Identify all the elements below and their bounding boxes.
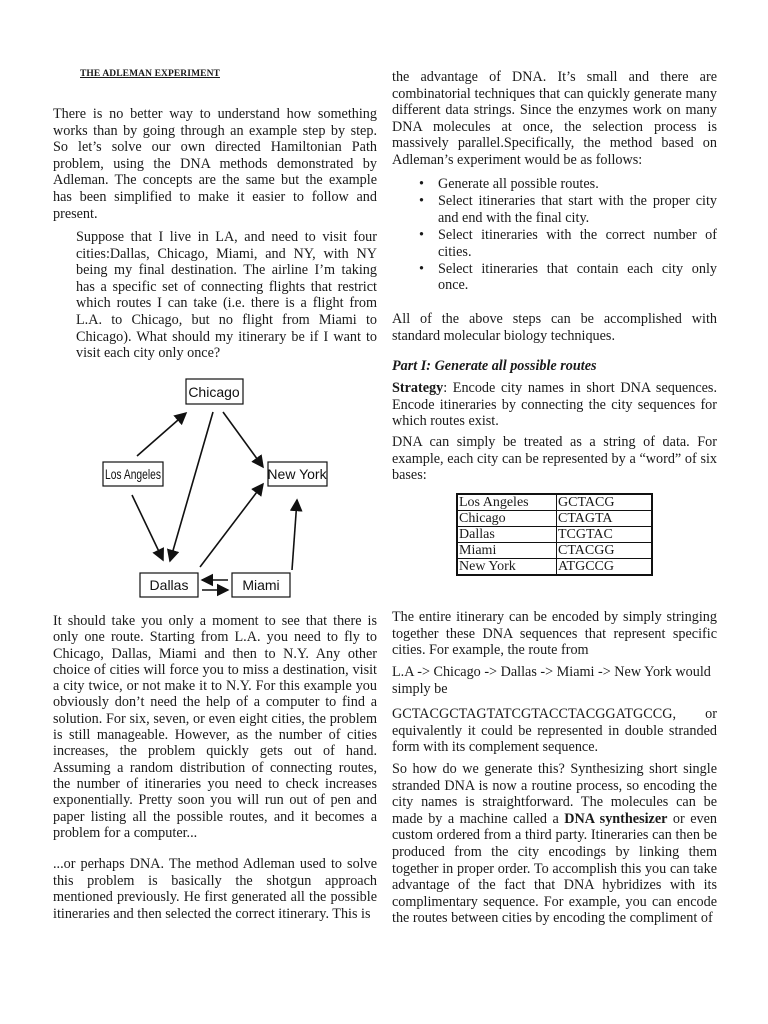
sequence-cell: CTAGTA [557, 511, 653, 527]
list-item: • Generate all possible routes. [392, 176, 717, 193]
solution-paragraph: It should take you only a moment to see that there is only one route. Starting from L.A. you need to fly to Chicago, Dallas, Miami and then to N.Y. Any other choice of cities will force you to miss a destination, visit a city twice, or not make it to N.Y. For this example you obviously don’t need the help of a computer to find a solution. For six, seven, or even eight cities, the problem is still manageable. However, as the number of cities increases, the problem quickly gets out of hand. Assuming a random distribution of connecting routes, the number of itineraries you need to check increases exponentially. Pretty soon you will run out of pen and paper listing all the possible routes, and it becomes a problem for a computer... [53, 613, 377, 841]
edge-dallas-newyork [200, 484, 263, 567]
sequence-cell: GCTACG [557, 494, 653, 511]
dna-intro-paragraph: ...or perhaps DNA. The method Adleman used to solve this problem is basically the shotgun approach mentioned previously. He first generated all the possible itineraries and then selected the correct itinerary. This is [53, 856, 377, 922]
node-new-york: New York [267, 466, 327, 482]
city-cell: Miami [457, 543, 557, 559]
dna-synthesizer-term: DNA synthesizer [564, 810, 668, 827]
problem-statement: Suppose that I live in LA, and need to visit four cities:Dallas, Chicago, Miami, and NY, with NY being my final destination. The airline I’m taking has a specific set of connecting flights that restrict which routes I can take (i.e. there is a flight from L.A. to Chicago, but no flight from Miami to Chicago). What should my itinerary be if I want to visit each city only once? [76, 229, 377, 362]
sequence-cell: CTACGG [557, 543, 653, 559]
list-item: • Select itineraries that contain each city only once. [392, 261, 717, 295]
table-row [457, 527, 652, 543]
node-chicago: Chicago [188, 384, 240, 400]
node-miami: Miami [242, 577, 280, 593]
list-item: • Select itineraries that start with the proper city and end with the final city. [392, 193, 717, 227]
sequence-cell: TCGTAC [557, 527, 653, 543]
synthesis-text: So how do we generate this? Synthesizing short single stranded DNA is now a routine process, so encoding the city names is straightforward. The molecules can be made by a machine called a [392, 761, 717, 827]
table-row [457, 559, 652, 576]
city-cell: New York [457, 559, 557, 576]
document-title: THE ADLEMAN EXPERIMENT [80, 69, 220, 79]
techniques-paragraph: All of the above steps can be accomplished with standard molecular biology techniques. [392, 311, 717, 344]
table-row [457, 543, 652, 559]
route-example: L.A -> Chicago -> Dallas -> Miami -> New York would simply be [392, 664, 711, 697]
table-row [457, 511, 652, 527]
city-cell: Chicago [457, 511, 557, 527]
method-steps-list [392, 176, 717, 294]
city-cell: Los Angeles [457, 494, 557, 511]
strategy-paragraph [392, 380, 717, 430]
section-heading: Part I: Generate all possible routes [392, 358, 597, 374]
strategy-text: : Encode city names in short DNA sequences. Encode itineraries by connecting the city sequences for which routes exist. [392, 380, 717, 430]
node-dallas: Dallas [149, 577, 189, 593]
intro-paragraph: There is no better way to understand how something works than by going through an example step by step. So let’s solve our own directed Hamiltonian Path problem, using the DNA methods demonstrated by Adleman. The concepts are the same but the example has been simplified to make it easier to follow and present. [53, 106, 377, 222]
sequence-cell: ATGCCG [557, 559, 653, 576]
dna-string-paragraph: DNA can simply be treated as a string of data. For example, each city can be represented by a “word” of six bases: [392, 434, 717, 484]
edge-chicago-dallas [170, 412, 213, 561]
strategy-label: Strategy [392, 380, 444, 396]
edge-chicago-newyork [223, 412, 263, 467]
city-cell: Dallas [457, 527, 557, 543]
sequence-example: GCTACGCTAGTATCGTACCTACGGATGCCG, or equivalently it could be represented in double stranded form with its complement sequence. [392, 706, 717, 756]
edge-la-chicago [137, 413, 186, 456]
node-los-angeles: Los Angeles [105, 466, 161, 482]
list-item: • Select itineraries with the correct number of cities. [392, 227, 717, 261]
synthesis-text-cont: or even custom ordered from a third party. Itineraries can then be produced from the city encodings by linking them together in proper order. To accomplish this you can take advantage of the fact that DNA hybridizes with its complimentary sequence. For example, you can encode the routes between cities by encoding the compliment of [392, 810, 717, 927]
synthesis-paragraph [392, 761, 717, 927]
table-row [457, 494, 652, 511]
edge-la-dallas [132, 495, 163, 560]
dna-advantage-paragraph: the advantage of DNA. It’s small and there are combinatorial techniques that can quickly generate many different data strings. Since the enzymes work on many DNA molecules at once, the selection process is massively parallel.Specifically, the method based on Adleman’s experiment would be as follows: [392, 69, 717, 168]
city-encoding-table [456, 493, 653, 576]
edge-miami-newyork [292, 500, 297, 570]
itinerary-paragraph: The entire itinerary can be encoded by simply stringing together these DNA sequences that represent specific cities. For example, the route from [392, 609, 717, 659]
